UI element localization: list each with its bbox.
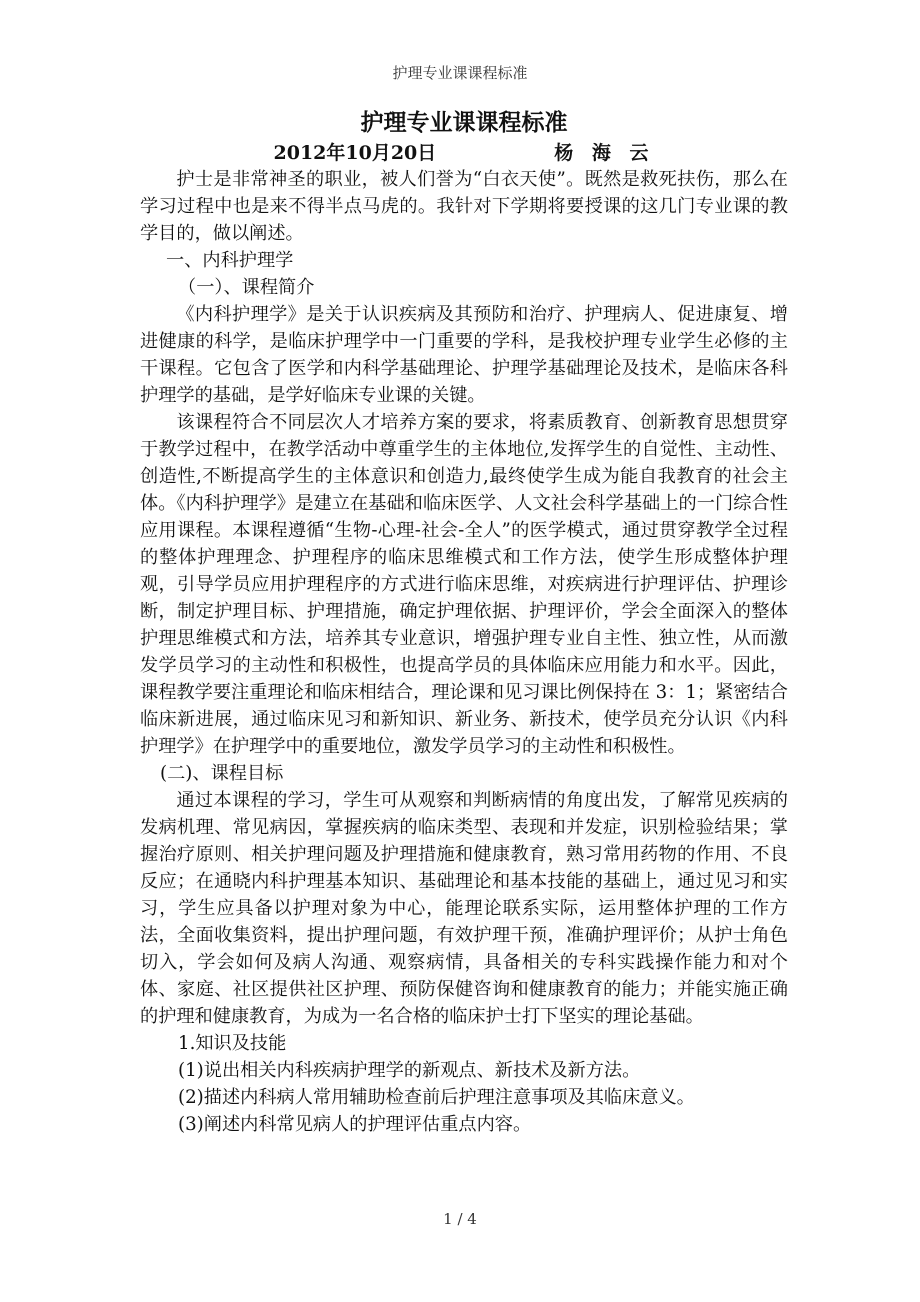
document-date: 2012年10月20日 [273, 142, 437, 164]
subsection-heading-course-objectives: (二)、课程目标 [160, 763, 284, 784]
document-title: 护理专业课课程标准 [360, 109, 568, 136]
document-author: 杨 海 云 [554, 142, 655, 164]
byline [140, 140, 788, 166]
section-heading-internal-medicine-nursing: 一、内科护理学 [166, 250, 294, 271]
list-item: (2)描述内科病人常用辅助检查前后护理注意事项及其临床意义。 [178, 1087, 695, 1108]
course-intro-paragraph-2: 该课程符合不同层次人才培养方案的要求，将素质教育、创新教育思想贯穿于教学过程中，在教学活动中尊重学生的主体地位,发挥学生的自觉性、主动性、创造性,不断提高学生的主体意识和创造力,最终使学生成为能自我教育的社会主体。《内科护理学》是建立在基础和临床医学、人文社会科学基础上的一门综合性应用课程。本课程遵循“生物-心理-社会-全人”的医学模式，通过贯穿教学全过程的整体护理理念、护理程序的临床思维模式和工作方法，使学生形成整体护理观，引导学员应用护理程序的方式进行临床思维，对疾病进行护理评估、护理诊断，制定护理目标、护理措施，确定护理依据、护理评价，学会全面深入的整体护理思维模式和方法，培养其专业意识，增强护理专业自主性、独立性，从而激发学员学习的主动性和积极性，也提高学员的具体临床应用能力和水平。因此，课程教学要注重理论和临床相结合，理论课和见习课比例保持在 3：1；紧密结合临床新进展，通过临床见习和新知识、新业务、新技术，使学员充分认识《内科护理学》在护理学中的重要地位，激发学员学习的主动性和积极性。 [140, 412, 788, 757]
subsection-heading-course-intro: （一）、课程简介 [178, 277, 315, 298]
intro-paragraph: 护士是非常神圣的职业，被人们誉为“白衣天使”。既然是救死扶伤，那么在学习过程中也是来不得半点马虎的。我针对下学期将要授课的这几门专业课的教学目的，做以阐述。 [140, 169, 788, 244]
document-body [140, 106, 788, 1138]
list-item: (3)阐述内科常见病人的护理评估重点内容。 [178, 1114, 532, 1135]
knowledge-skills-heading: 1.知识及技能 [178, 1033, 287, 1054]
course-objectives-paragraph: 通过本课程的学习，学生可从观察和判断病情的角度出发，了解常见疾病的发病机理、常见病因，掌握疾病的临床类型、表现和并发症，识别检验结果；掌握治疗原则、相关护理问题及护理措施和健康教育，熟习常用药物的作用、不良反应；在通晓内科护理基本知识、基础理论和基本技能的基础上，通过见习和实习，学生应具备以护理对象为中心，能理论联系实际，运用整体护理的工作方法，全面收集资料，提出护理问题，有效护理干预，准确护理评价；从护士角色切入，学会如何及病人沟通、观察病情，具备相关的专科实践操作能力和对个体、家庭、社区提供社区护理、预防保健咨询和健康教育的能力；并能实施正确的护理和健康教育，为成为一名合格的临床护士打下坚实的理论基础。 [140, 790, 788, 1027]
course-intro-paragraph-1: 《内科护理学》是关于认识疾病及其预防和治疗、护理病人、促进康复、增进健康的科学，是临床护理学中一门重要的学科，是我校护理专业学生必修的主干课程。它包含了医学和内科学基础理论、护理学基础理论及技术，是临床各科护理学的基础，是学好临床专业课的关键。 [140, 304, 788, 406]
page-number: 1 / 4 [443, 1210, 477, 1228]
running-header: 护理专业课课程标准 [392, 64, 528, 82]
list-item: (1)说出相关内科疾病护理学的新观点、新技术及新方法。 [178, 1060, 641, 1081]
